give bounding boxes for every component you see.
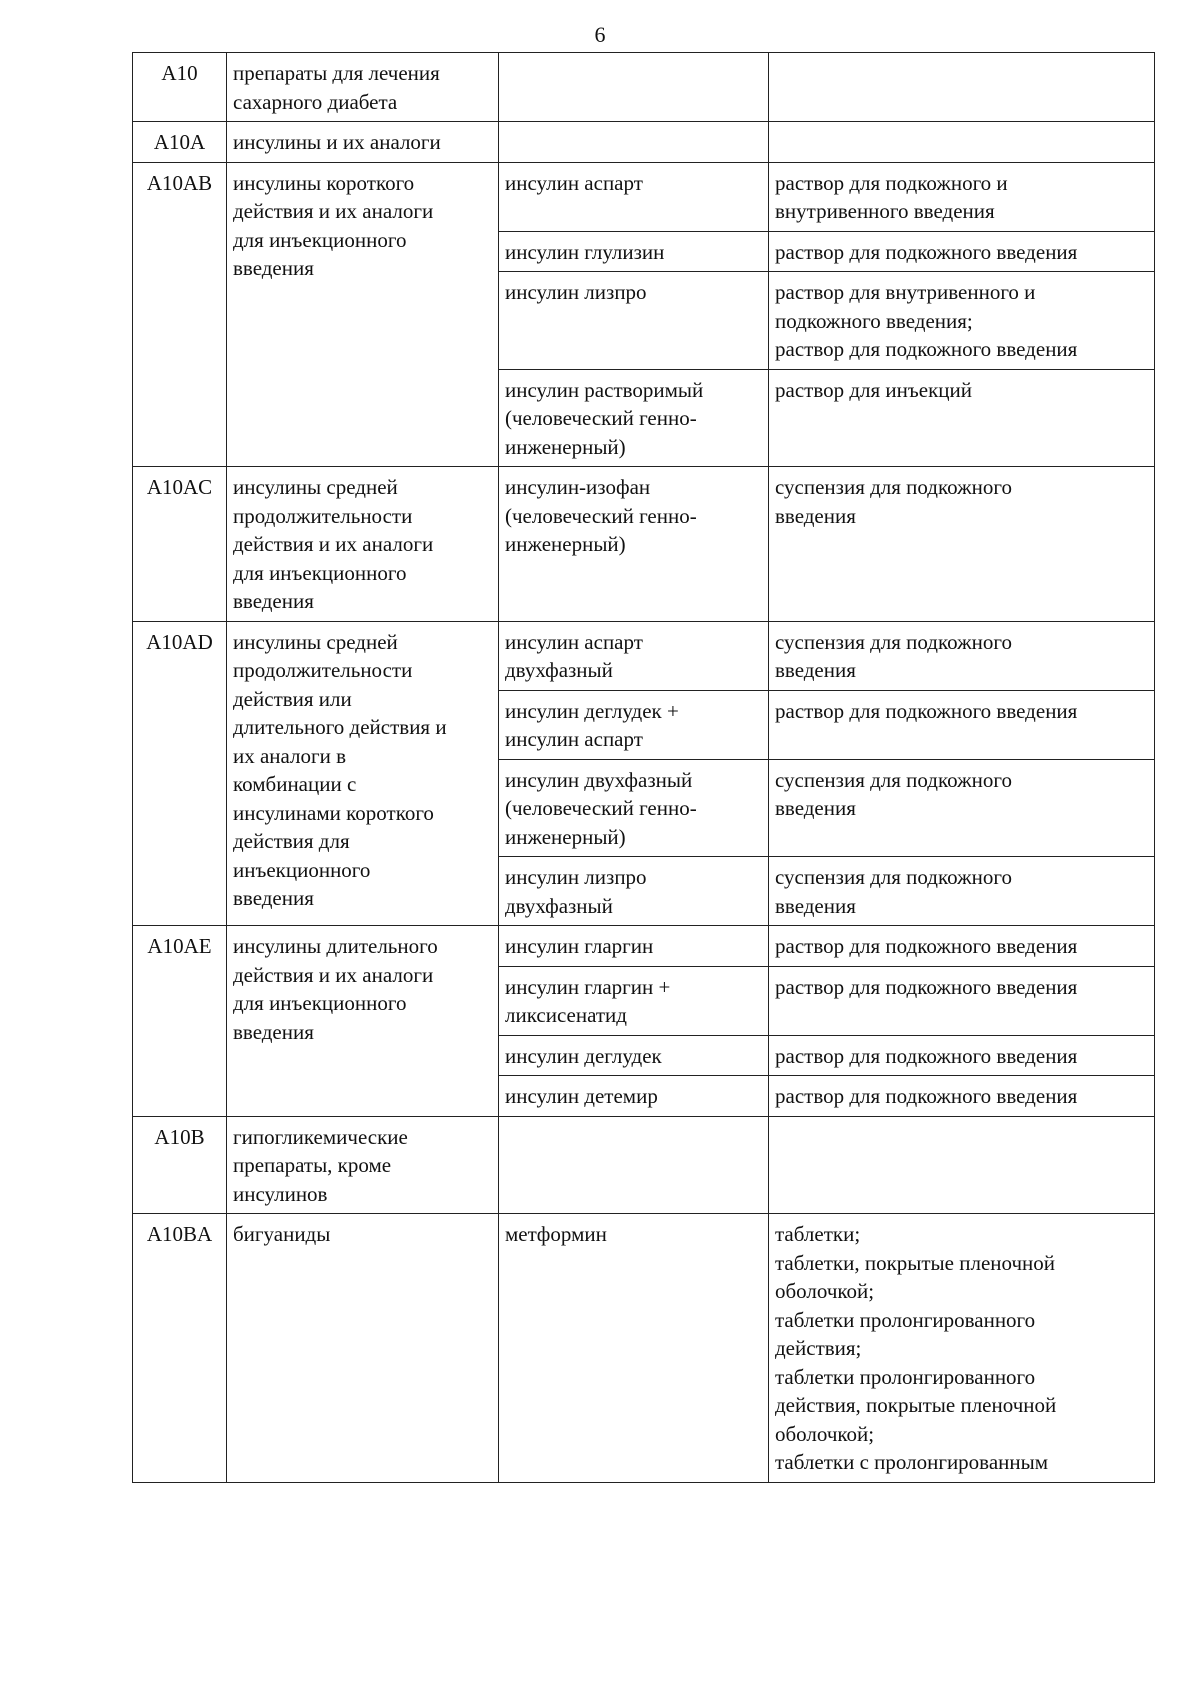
cell-text-line: двухфазный: [505, 658, 613, 682]
cell-text-line: оболочкой;: [775, 1279, 875, 1303]
table-row: [133, 621, 1155, 690]
drug-name-cell: [499, 759, 769, 857]
cell-text-line: действия и их аналоги: [233, 199, 434, 223]
cell-text-line: ликсисенатид: [505, 1003, 627, 1027]
cell-text-line: A10A: [153, 130, 206, 154]
cell-text-line: раствор для подкожного введения: [775, 1084, 1078, 1108]
dosage-form-cell: [769, 926, 1155, 967]
cell-text-line: инсулин растворимый: [505, 377, 704, 402]
cell-text-line: раствор для подкожного введения: [775, 1043, 1078, 1068]
cell-text-line: инсулин гларгин +: [505, 974, 671, 999]
drug-name-cell: [499, 1214, 769, 1483]
atc-code-cell: [133, 621, 227, 926]
cell-text-line: подкожного введения;: [775, 308, 973, 333]
drug-name-cell: [499, 966, 769, 1035]
atc-group-cell: [227, 621, 499, 926]
cell-text-line: суспензия для подкожного: [775, 629, 1012, 654]
dosage-form-cell: [769, 966, 1155, 1035]
atc-code-cell: [133, 53, 227, 122]
cell-text-line: инсулины средней: [233, 475, 398, 499]
cell-text-line: инсулин лизпро: [505, 280, 647, 304]
cell-text-line: раствор для подкожного введения: [775, 698, 1078, 723]
cell-text-line: (человеческий генно-: [505, 796, 697, 820]
cell-text-line: раствор для внутривенного и: [775, 280, 1036, 304]
dosage-form-cell: [769, 467, 1155, 622]
atc-group-cell: [227, 1214, 499, 1483]
cell-text-line: действия для: [233, 829, 350, 853]
drug-name-cell: [499, 467, 769, 622]
cell-text-line: двухфазный: [505, 893, 613, 918]
cell-text-line: для инъекционного: [233, 560, 407, 585]
cell-text-line: действия и их аналоги: [233, 532, 434, 556]
cell-text-line: комбинации с: [233, 772, 357, 796]
dosage-form-cell: [769, 272, 1155, 370]
atc-group-cell: [227, 926, 499, 1117]
cell-text-line: действия или: [233, 686, 352, 711]
cell-text-line: таблетки пролонгированного: [775, 1307, 1036, 1332]
cell-text-line: введения: [775, 503, 856, 528]
cell-text-line: инсулин глулизин: [505, 239, 665, 264]
drug-table: [132, 52, 1155, 1483]
table-row: [133, 926, 1155, 967]
cell-text-line: A10AE: [147, 934, 212, 958]
table-row: [133, 1214, 1155, 1483]
dosage-form-cell: [769, 690, 1155, 759]
cell-text-line: инженерный): [505, 532, 626, 556]
cell-text-line: A10: [161, 61, 198, 85]
drug-name-cell: [499, 690, 769, 759]
cell-text-line: раствор для подкожного и: [775, 170, 1008, 195]
atc-code-cell: [133, 1214, 227, 1483]
table-row: [133, 467, 1155, 622]
cell-text-line: метформин: [505, 1222, 607, 1246]
cell-text-line: раствор для подкожного введения: [775, 337, 1078, 361]
cell-text-line: A10AC: [146, 475, 213, 499]
cell-text-line: для инъекционного: [233, 227, 407, 252]
drug-name-cell: [499, 231, 769, 272]
cell-text-line: (человеческий генно-: [505, 406, 697, 430]
dosage-form-cell: [769, 369, 1155, 467]
cell-text-line: инсулин двухфазный: [505, 767, 693, 792]
cell-text-line: введения: [233, 1019, 314, 1044]
atc-group-cell: [227, 467, 499, 622]
dosage-form-cell: [769, 162, 1155, 231]
cell-text-line: A10B: [154, 1124, 205, 1149]
cell-text-line: таблетки пролонгированного: [775, 1364, 1036, 1389]
cell-text-line: длительного действия и: [233, 715, 447, 739]
cell-text-line: введения: [233, 256, 314, 280]
cell-text-line: таблетки;: [775, 1222, 861, 1246]
atc-group-cell: [227, 122, 499, 163]
cell-text-line: препараты для лечения: [233, 61, 440, 85]
page-number: 6: [594, 22, 606, 47]
table-row: [133, 162, 1155, 231]
atc-group-cell: [227, 53, 499, 122]
cell-text-line: действия;: [775, 1336, 862, 1360]
dosage-form-cell: [769, 1076, 1155, 1117]
table-row: [133, 122, 1155, 163]
dosage-form-cell: [769, 857, 1155, 926]
cell-text-line: введения: [775, 796, 856, 820]
dosage-form-cell: [769, 621, 1155, 690]
cell-text-line: суспензия для подкожного: [775, 767, 1012, 792]
atc-group-cell: [227, 1116, 499, 1214]
cell-text-line: гипогликемические: [233, 1124, 408, 1149]
cell-text-line: инженерный): [505, 824, 626, 849]
cell-text-line: A10AB: [146, 170, 213, 195]
cell-text-line: инсулин аспарт: [505, 170, 643, 195]
cell-text-line: инъекционного: [233, 857, 371, 882]
drug-name-cell: [499, 926, 769, 967]
cell-text-line: продолжительности: [233, 503, 413, 528]
cell-text-line: инсулинов: [233, 1181, 328, 1206]
cell-text-line: инсулинами короткого: [233, 800, 434, 825]
cell-text-line: введения: [775, 893, 856, 918]
cell-text-line: их аналоги в: [233, 743, 347, 768]
cell-text-line: инсулин-изофан: [505, 475, 651, 499]
cell-text-line: введения: [775, 658, 856, 682]
cell-text-line: инсулин деглудек: [505, 1043, 662, 1068]
cell-text-line: инсулин аспарт: [505, 727, 643, 751]
cell-text-line: инженерный): [505, 434, 626, 459]
cell-text-line: инсулины средней: [233, 629, 398, 654]
cell-text-line: продолжительности: [233, 658, 413, 682]
cell-text-line: инсулин детемир: [505, 1084, 658, 1108]
cell-text-line: инсулин гларгин: [505, 934, 654, 958]
cell-text-line: действия и их аналоги: [233, 962, 434, 987]
dosage-form-cell: [769, 759, 1155, 857]
cell-text-line: инсулин лизпро: [505, 865, 647, 889]
atc-code-cell: [133, 122, 227, 163]
cell-text-line: инсулины короткого: [233, 170, 415, 195]
drug-name-cell: [499, 369, 769, 467]
drug-name-cell: [499, 857, 769, 926]
cell-text-line: A10AD: [146, 629, 213, 654]
cell-text-line: инсулин деглудек +: [505, 698, 679, 723]
drug-name-cell: [499, 272, 769, 370]
cell-text-line: раствор для инъекций: [775, 377, 972, 402]
cell-text-line: оболочкой;: [775, 1421, 875, 1446]
drug-name-cell: [499, 1035, 769, 1076]
cell-text-line: инсулины и их аналоги: [233, 130, 441, 154]
atc-code-cell: [133, 926, 227, 1117]
cell-text-line: внутривенного введения: [775, 199, 995, 223]
atc-code-cell: [133, 467, 227, 622]
drug-name-cell: [499, 1076, 769, 1117]
cell-text-line: бигуаниды: [233, 1222, 331, 1246]
atc-code-cell: [133, 1116, 227, 1214]
cell-text-line: сахарного диабета: [233, 89, 398, 114]
cell-text-line: раствор для подкожного введения: [775, 239, 1078, 264]
table-row: [133, 53, 1155, 122]
drug-name-cell: [499, 162, 769, 231]
cell-text-line: таблетки, покрытые пленочной: [775, 1250, 1056, 1275]
cell-text-line: введения: [233, 589, 314, 613]
dosage-form-cell: [769, 1116, 1155, 1214]
drug-name-cell: [499, 1116, 769, 1214]
cell-text-line: для инъекционного: [233, 991, 407, 1015]
cell-text-line: суспензия для подкожного: [775, 475, 1012, 499]
cell-text-line: раствор для подкожного введения: [775, 974, 1078, 999]
cell-text-line: (человеческий генно-: [505, 503, 697, 528]
cell-text-line: суспензия для подкожного: [775, 865, 1012, 889]
cell-text-line: препараты, кроме: [233, 1153, 392, 1177]
drug-name-cell: [499, 53, 769, 122]
cell-text-line: таблетки с пролонгированным: [775, 1450, 1049, 1474]
dosage-form-cell: [769, 122, 1155, 163]
cell-text-line: A10BA: [146, 1222, 213, 1246]
dosage-form-cell: [769, 1035, 1155, 1076]
cell-text-line: раствор для подкожного введения: [775, 934, 1078, 958]
atc-code-cell: [133, 162, 227, 467]
drug-name-cell: [499, 621, 769, 690]
dosage-form-cell: [769, 1214, 1155, 1483]
cell-text-line: инсулин аспарт: [505, 629, 643, 654]
drug-name-cell: [499, 122, 769, 163]
cell-text-line: введения: [233, 886, 314, 910]
cell-text-line: действия, покрытые пленочной: [775, 1393, 1057, 1417]
atc-group-cell: [227, 162, 499, 467]
dosage-form-cell: [769, 53, 1155, 122]
table-row: [133, 1116, 1155, 1214]
dosage-form-cell: [769, 231, 1155, 272]
cell-text-line: инсулины длительного: [233, 934, 438, 958]
